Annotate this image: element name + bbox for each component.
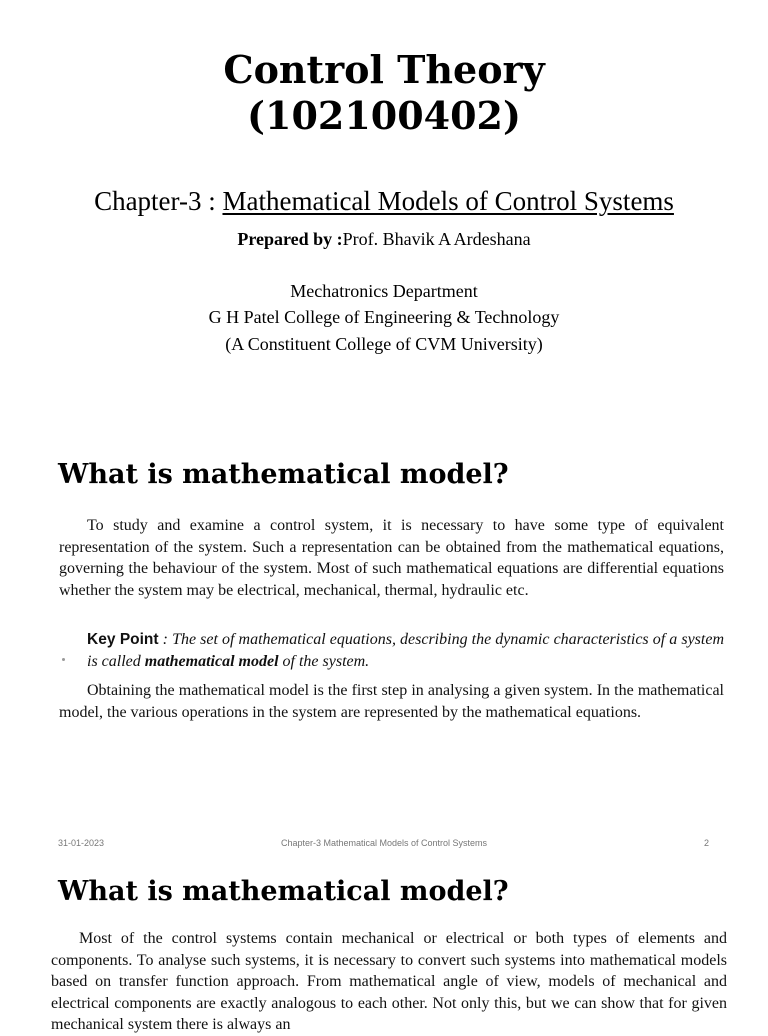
course-code: (102100402) [247, 93, 521, 138]
key-point-separator: : [158, 631, 173, 648]
prepared-by-line [0, 227, 768, 251]
slide2-paragraph2 [59, 680, 724, 723]
prepared-by-label: Prepared by : [237, 229, 343, 249]
key-point [87, 629, 724, 672]
key-point-end: of the system. [278, 652, 370, 670]
chapter-title: Mathematical Models of Control Systems [222, 186, 674, 216]
university: (A Constituent College of CVM University) [225, 334, 543, 354]
slide3-paragraph1-text: Most of the control systems contain mechanical or electrical or both types of elements and components. To analyse such systems, it is necessary to convert such systems into mathematical models based on transfer function approach. From mathematical angle of view, models of mechanical and electrical components are exactly analogous to each other. Not only this, but we can show that for given mechanical system there is always an [51, 930, 727, 1034]
course-title: Control Theory [223, 47, 545, 92]
college: G H Patel College of Engineering & Technology [208, 307, 560, 327]
prepared-by-name: Prof. Bhavik A Ardeshana [342, 229, 531, 249]
footer-title: Chapter-3 Mathematical Models of Control Systems [280, 838, 488, 848]
chapter-prefix: Chapter-3 : [94, 186, 223, 216]
key-point-label: Key Point [87, 631, 159, 648]
key-point-text: The set of mathematical equations, describing the dynamic characteristics of a system is called [87, 631, 725, 670]
key-point-term: mathematical model [144, 652, 279, 670]
slide2-heading: What is mathematical model? [58, 459, 509, 490]
footer-page-number: 2 [704, 838, 710, 848]
slide2-paragraph1 [59, 515, 724, 601]
bullet-dot [62, 658, 65, 661]
slide3-paragraph1 [51, 928, 727, 1036]
slide3-heading: What is mathematical model? [58, 876, 509, 907]
department: Mechatronics Department [290, 281, 478, 301]
paragraph2-text: Obtaining the mathematical model is the first step in analysing a given system. In the mathematical model, the various operations in the system are represented by the mathematical equations. [59, 682, 724, 721]
paragraph1-text: To study and examine a control system, it is necessary to have some type of equivalent representation of the system. Such a representation can be obtained from the mathematical equations, governing the behaviour of the system. Most of such mathematical equations are differential equations whether the system may be electrical, mechanical, thermal, hydraulic etc. [59, 517, 724, 599]
chapter-heading [0, 184, 768, 218]
footer-date: 31-01-2023 [58, 838, 105, 848]
